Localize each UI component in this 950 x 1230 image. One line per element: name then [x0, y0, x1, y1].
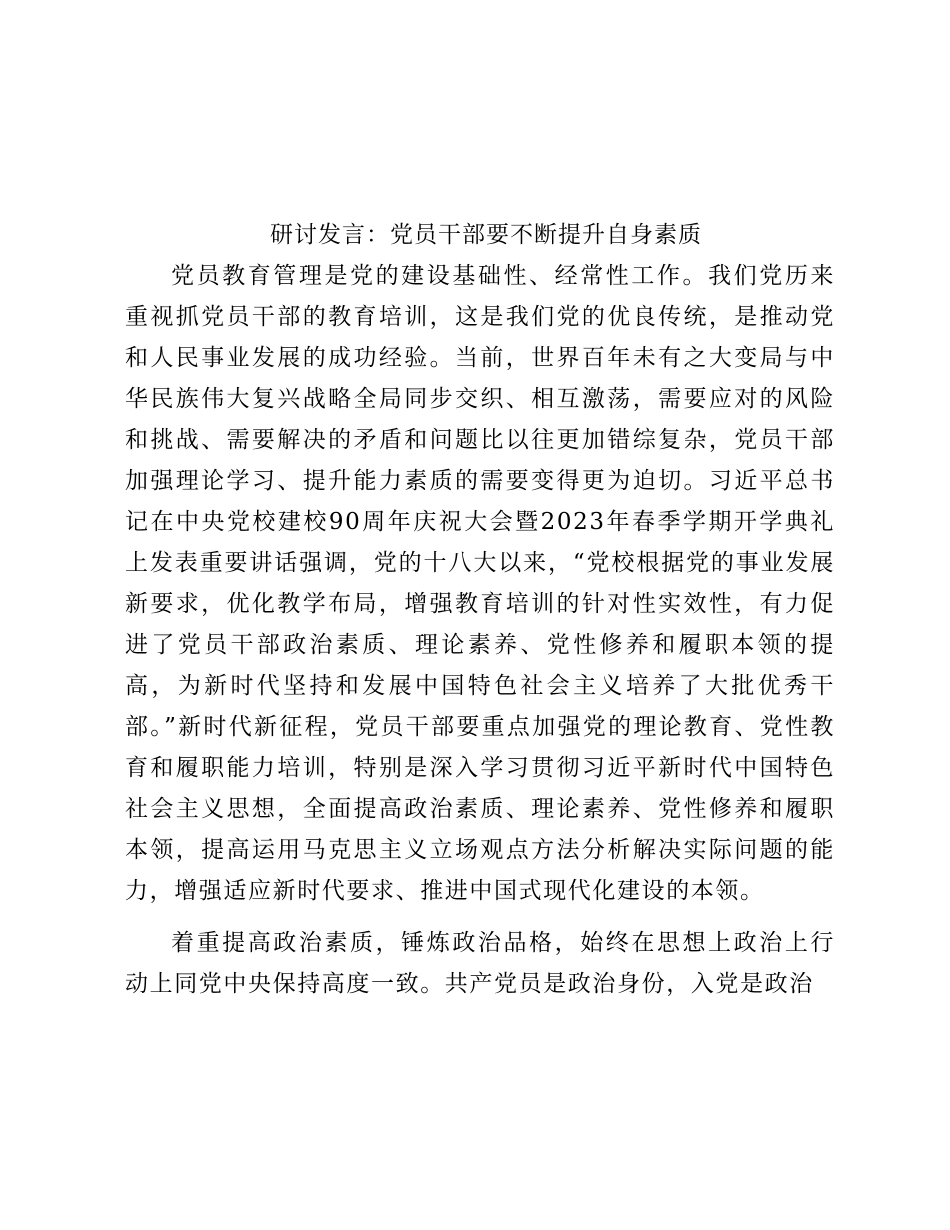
document-title: 研讨发言：党员干部要不断提升自身素质 [270, 222, 702, 248]
body-paragraph-1: 党员教育管理是党的建设基础性、经常性工作。我们党历来重视抓党员干部的教育培训，这是我们党的优良传统，是推动党和人民事业发展的成功经验。当前，世界百年未有之大变局与中华民族伟大复兴战略全局同步交织、相互激荡，需要应对的风险和挑战、需要解决的矛盾和问题比以往更加错综复杂，党员干部加强理论学习、提升能力素质的需要变得更为迫切。习近平总书记在中央党校建校90周年庆祝大会暨2023年春季学期开学典礼上发表重要讲话强调，党的十八大以来，“党校根据党的事业发展新要求，优化教学布局，增强教育培训的针对性实效性，有力促进了党员干部政治素质、理论素养、党性修养和履职本领的提高，为新时代坚持和发展中国特色社会主义培养了大批优秀干部。”新时代新征程，党员干部要重点加强党的理论教育、党性教育和履职能力培训，特别是深入学习贯彻习近平新时代中国特色社会主义思想，全面提高政治素质、理论素养、党性修养和履职本领，提高运用马克思主义立场观点方法分析解决实际问题的能力，增强适应新时代要求、推进中国式现代化建设的本领。 [125, 263, 835, 904]
body-paragraph-2: 着重提高政治素质，锤炼政治品格，始终在思想上政治上行动上同党中央保持高度一致。共产党员是政治身份，入党是政治 [125, 930, 835, 997]
document-page [125, 219, 835, 1005]
